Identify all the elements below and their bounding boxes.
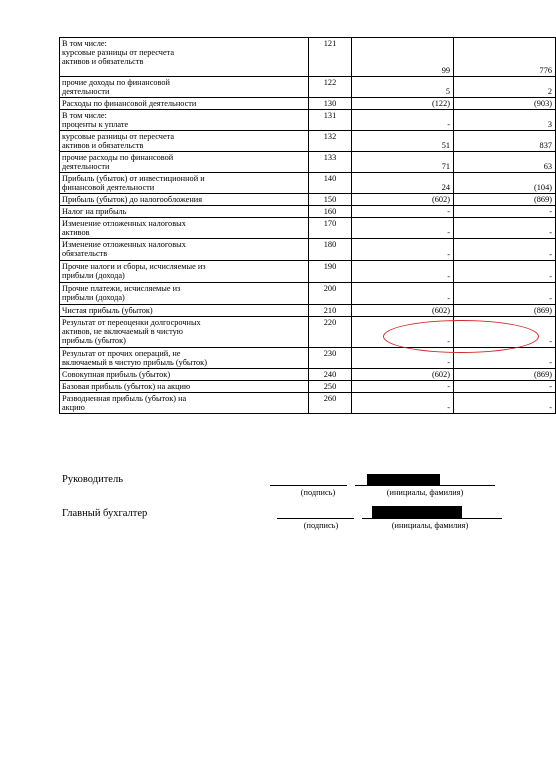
- previous-period-value: (104): [454, 173, 556, 194]
- table-row: [60, 393, 556, 414]
- row-code: 133: [309, 152, 352, 173]
- row-label: Прочие платежи, исчисляемые из прибыли (дохода): [60, 283, 309, 305]
- row-code: 122: [309, 77, 352, 98]
- previous-period-value: (903): [454, 98, 556, 110]
- previous-period-value: -: [454, 239, 556, 261]
- current-period-value: 99: [352, 38, 454, 77]
- chief-accountant-title: Главный бухгалтер: [62, 508, 148, 519]
- row-label: Налог на прибыль: [60, 206, 309, 218]
- row-code: 150: [309, 194, 352, 206]
- current-period-value: 5: [352, 77, 454, 98]
- row-label: прочие расходы по финансовой деятельности: [60, 152, 309, 173]
- row-code: 140: [309, 173, 352, 194]
- previous-period-value: -: [454, 218, 556, 239]
- current-period-value: -: [352, 110, 454, 131]
- row-label: Расходы по финансовой деятельности: [60, 98, 309, 110]
- row-code: 180: [309, 239, 352, 261]
- row-code: 200: [309, 283, 352, 305]
- row-label: Изменение отложенных налоговых активов: [60, 218, 309, 239]
- accountant-signature-caption: (подпись): [303, 521, 339, 530]
- row-label: Результат от переоценки долгосрочных активов, не включаемый в чистую прибыль (убыток): [60, 317, 309, 348]
- row-label: Результат от прочих операций, не включаемый в чистую прибыль (убыток): [60, 348, 309, 369]
- current-period-value: -: [352, 283, 454, 305]
- director-name-redaction: [367, 474, 440, 485]
- current-period-value: (602): [352, 305, 454, 317]
- table-row: [60, 206, 556, 218]
- accountant-name-caption: (инициалы, фамилия): [391, 521, 469, 530]
- row-code: 250: [309, 381, 352, 393]
- accountant-name-redaction: [372, 506, 462, 518]
- table-row: [60, 77, 556, 98]
- previous-period-value: -: [454, 206, 556, 218]
- row-code: 240: [309, 369, 352, 381]
- previous-period-value: 3: [454, 110, 556, 131]
- row-label: курсовые разницы от пересчета активов и обязательств: [60, 131, 309, 152]
- director-signature-caption: (подпись): [300, 488, 336, 497]
- previous-period-value: 837: [454, 131, 556, 152]
- row-code: 131: [309, 110, 352, 131]
- table-row: [60, 110, 556, 131]
- table-row: [60, 239, 556, 261]
- row-code: 121: [309, 38, 352, 77]
- row-label: прочие доходы по финансовой деятельности: [60, 77, 309, 98]
- table-row: [60, 194, 556, 206]
- net-profit-highlight-ellipse: [383, 320, 539, 353]
- row-label: Изменение отложенных налоговых обязательств: [60, 239, 309, 261]
- previous-period-value: -: [454, 348, 556, 369]
- current-period-value: 71: [352, 152, 454, 173]
- director-name-line: [355, 485, 495, 486]
- director-signature-line: [270, 485, 347, 486]
- current-period-value: -: [352, 381, 454, 393]
- previous-period-value: -: [454, 261, 556, 283]
- row-label: В том числе: курсовые разницы от пересчета активов и обязательств: [60, 38, 309, 77]
- row-code: 220: [309, 317, 352, 348]
- row-code: 230: [309, 348, 352, 369]
- current-period-value: -: [352, 393, 454, 414]
- current-period-value: -: [352, 317, 454, 348]
- previous-period-value: -: [454, 393, 556, 414]
- row-label: Совокупная прибыль (убыток): [60, 369, 309, 381]
- current-period-value: -: [352, 261, 454, 283]
- current-period-value: (122): [352, 98, 454, 110]
- current-period-value: (602): [352, 194, 454, 206]
- row-label: Чистая прибыль (убыток): [60, 305, 309, 317]
- table-row: [60, 98, 556, 110]
- table-row: [60, 283, 556, 305]
- table-row: [60, 152, 556, 173]
- row-label: Базовая прибыль (убыток) на акцию: [60, 381, 309, 393]
- table-row: [60, 369, 556, 381]
- row-code: 130: [309, 98, 352, 110]
- previous-period-value: (869): [454, 194, 556, 206]
- row-code: 132: [309, 131, 352, 152]
- row-code: 160: [309, 206, 352, 218]
- report-table-body: [60, 38, 556, 414]
- previous-period-value: 776: [454, 38, 556, 77]
- table-row: [60, 131, 556, 152]
- previous-period-value: 2: [454, 77, 556, 98]
- table-row: [60, 381, 556, 393]
- row-label: Разводненная прибыль (убыток) на акцию: [60, 393, 309, 414]
- accountant-name-line: [362, 518, 502, 519]
- previous-period-value: 63: [454, 152, 556, 173]
- current-period-value: 51: [352, 131, 454, 152]
- row-code: 210: [309, 305, 352, 317]
- table-row: [60, 38, 556, 77]
- row-label: В том числе: проценты к уплате: [60, 110, 309, 131]
- previous-period-value: -: [454, 283, 556, 305]
- previous-period-value: -: [454, 381, 556, 393]
- table-row: [60, 305, 556, 317]
- previous-period-value: (869): [454, 305, 556, 317]
- table-row: [60, 218, 556, 239]
- row-label: Прочие налоги и сборы, исчисляемые из прибыли (дохода): [60, 261, 309, 283]
- previous-period-value: (869): [454, 369, 556, 381]
- table-row: [60, 173, 556, 194]
- row-code: 260: [309, 393, 352, 414]
- director-title: Руководитель: [62, 474, 123, 485]
- current-period-value: -: [352, 348, 454, 369]
- current-period-value: -: [352, 218, 454, 239]
- previous-period-value: -: [454, 317, 556, 348]
- financial-report-table: [59, 37, 556, 414]
- current-period-value: (602): [352, 369, 454, 381]
- row-label: Прибыль (убыток) до налогообложения: [60, 194, 309, 206]
- row-code: 190: [309, 261, 352, 283]
- current-period-value: -: [352, 206, 454, 218]
- accountant-signature-line: [277, 518, 354, 519]
- row-code: 170: [309, 218, 352, 239]
- director-name-caption: (инициалы, фамилия): [386, 488, 464, 497]
- current-period-value: 24: [352, 173, 454, 194]
- table-row: [60, 261, 556, 283]
- current-period-value: -: [352, 239, 454, 261]
- row-label: Прибыль (убыток) от инвестиционной и финансовой деятельности: [60, 173, 309, 194]
